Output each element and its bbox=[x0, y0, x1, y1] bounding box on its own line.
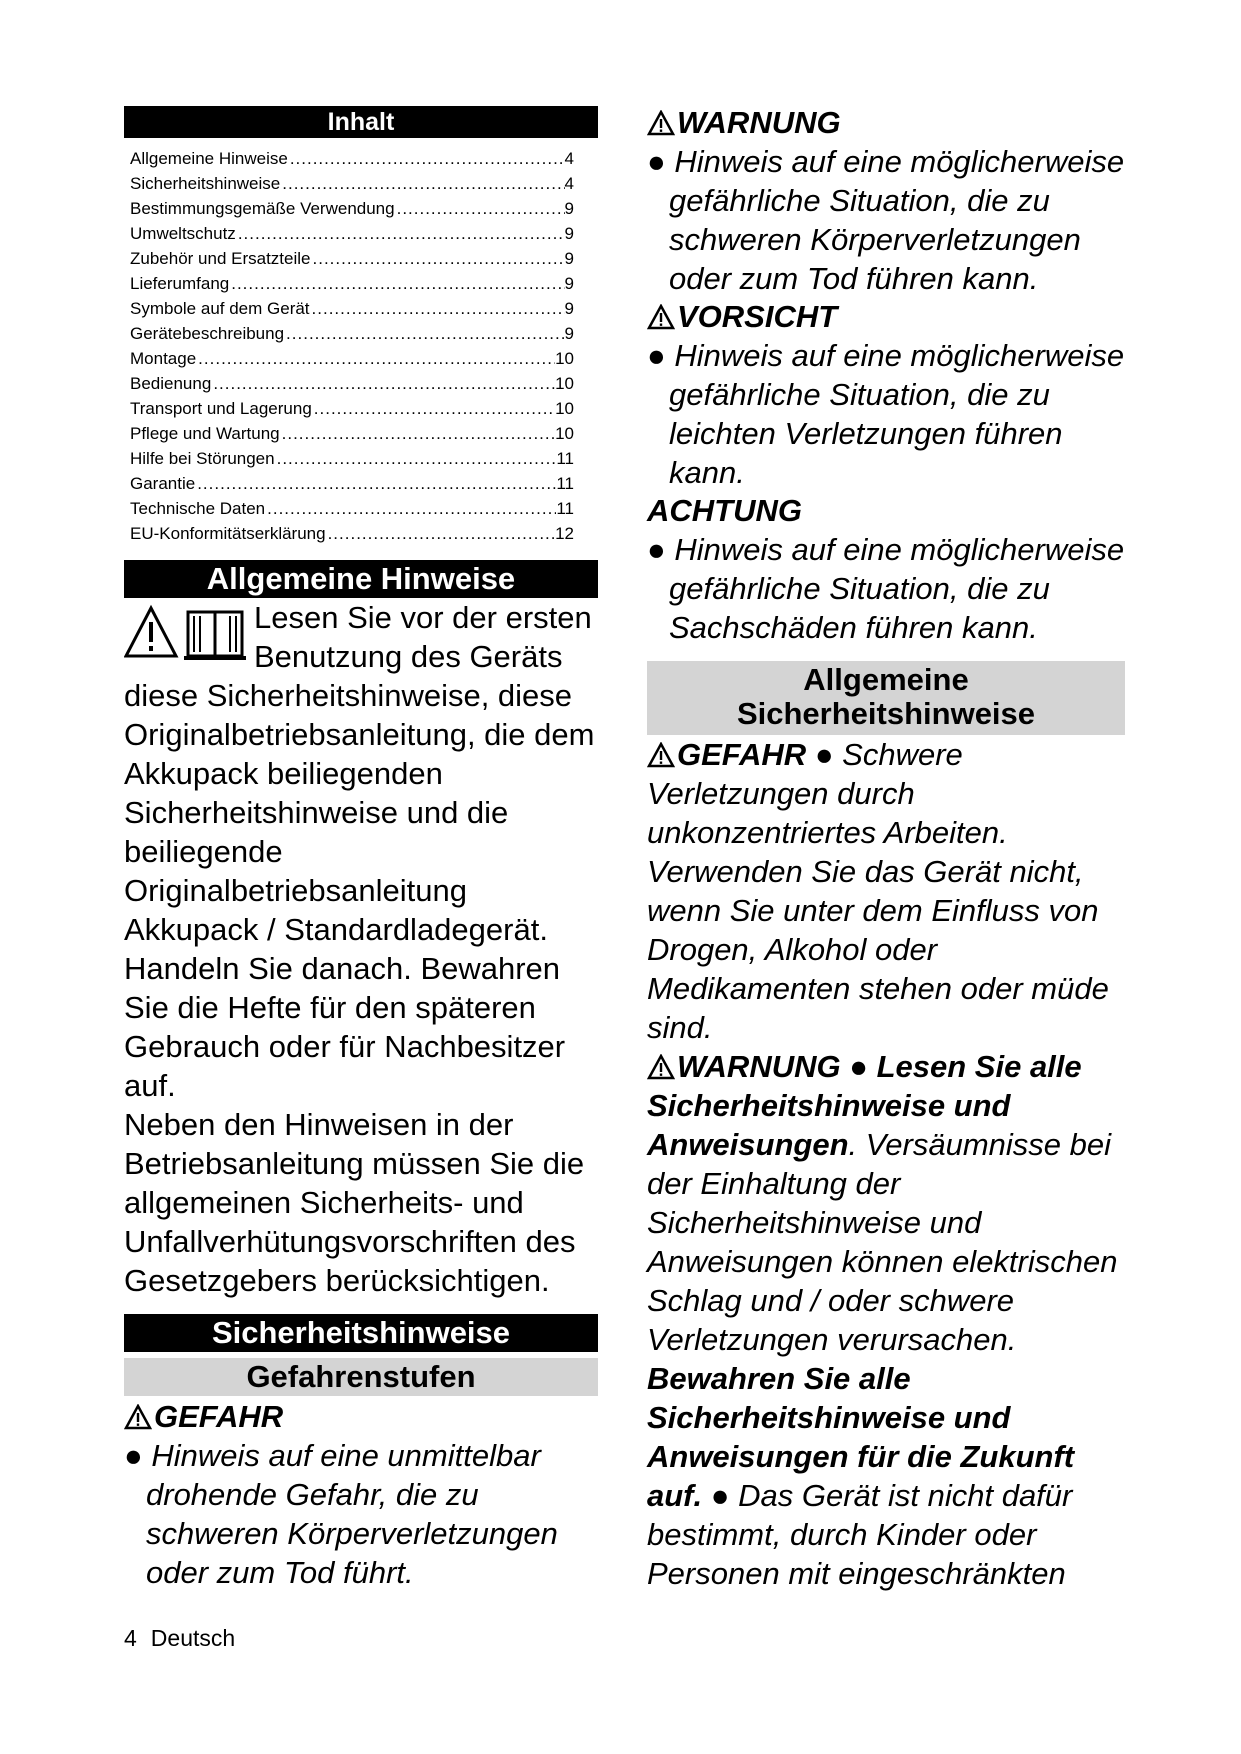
page-footer bbox=[124, 1625, 249, 1652]
toc-item: Umweltschutz ..... 9 bbox=[130, 221, 574, 246]
toc-item: Lieferumfang ..... 9 bbox=[130, 271, 574, 296]
warning-triangle-icon bbox=[647, 110, 675, 136]
toc-item: Technische Daten ..... 11 bbox=[130, 496, 574, 521]
table-of-contents bbox=[124, 146, 598, 546]
page-number: 4 bbox=[124, 1625, 137, 1651]
section-heading-general-safety: Allgemeine Sicherheitshinweise bbox=[647, 661, 1125, 735]
toc-item: Symbole auf dem Gerät ..... 9 bbox=[130, 296, 574, 321]
general-intro bbox=[124, 598, 598, 1300]
toc-item: Zubehör und Ersatzteile ..... 9 bbox=[130, 246, 574, 271]
hazard-title-vorsicht: VORSICHT bbox=[647, 298, 1125, 336]
warning-triangle-icon bbox=[647, 304, 675, 330]
toc-item: Allgemeine Hinweise ..... 4 bbox=[130, 146, 574, 171]
general-safety-gefahr: GEFAHR ● Schwere Verletzungen durch unkonzentriertes Arbeiten. Verwenden Sie das Gerät nicht, wenn Sie unter dem Einfluss von Drogen, Alkohol oder Medikamenten stehen oder müde sind. bbox=[647, 737, 1109, 1045]
toc-item: Sicherheitshinweise ..... 4 bbox=[130, 171, 574, 196]
toc-item: Transport und Lagerung ..... 10 bbox=[130, 396, 574, 421]
warning-manual-icons bbox=[124, 602, 248, 664]
hazard-title-warnung: WARNUNG bbox=[647, 104, 1125, 142]
section-heading-general: Allgemeine Hinweise bbox=[124, 560, 598, 598]
manual-book-icon bbox=[184, 612, 246, 660]
toc-item: Pflege und Wartung ..... 10 bbox=[130, 421, 574, 446]
warning-triangle-icon bbox=[124, 602, 248, 664]
toc-item: EU-Konformitätserklärung ..... 12 bbox=[130, 521, 574, 546]
toc-item: Bedienung ..... 10 bbox=[130, 371, 574, 396]
toc-item: Bestimmungsgemäße Verwendung ..... 9 bbox=[130, 196, 574, 221]
subheading-hazard-levels: Gefahrenstufen bbox=[124, 1358, 598, 1396]
toc-title: Inhalt bbox=[124, 106, 598, 138]
warning-triangle-icon bbox=[124, 1404, 152, 1430]
hazard-text-gefahr: ● Hinweis auf eine unmittelbar drohende Gefahr, die zu schweren Körperverletzungen oder zum Tod führt. bbox=[124, 1438, 558, 1590]
hazard-text-achtung: ● Hinweis auf eine möglicherweise gefährliche Situation, die zu Sachschäden führen kann. bbox=[647, 532, 1125, 645]
toc-item: Garantie ..... 11 bbox=[130, 471, 574, 496]
toc-item: Montage ..... 10 bbox=[130, 346, 574, 371]
general-safety-warnung: WARNUNG ● Lesen Sie alle Sicherheitshinweise und Anweisungen. Versäumnisse bei der Einhaltung der Sicherheitshinweise und Anweisungen können elektrischen Schlag und / oder schwere Verletzungen verursachen. Bewahren Sie alle Sicherheitshinweise und Anweisungen für die Zukunft auf. ● Das Gerät ist nicht dafür bestimmt, durch Kinder oder Personen mit eingeschränkten bbox=[647, 1049, 1118, 1591]
hazard-title-achtung: ACHTUNG bbox=[647, 493, 802, 528]
left-column bbox=[124, 106, 598, 1592]
toc-item: Gerätebeschreibung ..... 9 bbox=[130, 321, 574, 346]
general-intro-text: Lesen Sie vor der ersten Benutzung des Geräts diese Sicherheitshinweise, diese Originalbetriebsanleitung, die dem Akkupack beiliegenden Sicherheitshinweise und die beiliegende Originalbetriebsanleitung Akkupack / Standardladegerät. Handeln Sie danach. Bewahren Sie die Hefte für den späteren Gebrauch oder für Nachbesitzer auf. bbox=[124, 600, 595, 1103]
section-heading-safety: Sicherheitshinweise bbox=[124, 1314, 598, 1352]
toc-item: Hilfe bei Störungen ..... 11 bbox=[130, 446, 574, 471]
hazard-title-gefahr: GEFAHR bbox=[124, 1398, 598, 1436]
hazard-text-vorsicht: ● Hinweis auf eine möglicherweise gefährliche Situation, die zu leichten Verletzungen führen kann. bbox=[647, 338, 1125, 490]
warning-triangle-icon bbox=[647, 742, 675, 768]
warning-triangle-icon bbox=[647, 1054, 675, 1080]
general-para2-text: Neben den Hinweisen in der Betriebsanleitung müssen Sie die allgemeinen Sicherheits- und Unfallverhütungsvorschriften des Gesetzgebers berücksichtigen. bbox=[124, 1107, 585, 1298]
right-column bbox=[647, 104, 1125, 1593]
hazard-text-warnung: ● Hinweis auf eine möglicherweise gefährliche Situation, die zu schweren Körperverletzungen oder zum Tod führen kann. bbox=[647, 144, 1125, 296]
footer-language: Deutsch bbox=[150, 1625, 236, 1651]
